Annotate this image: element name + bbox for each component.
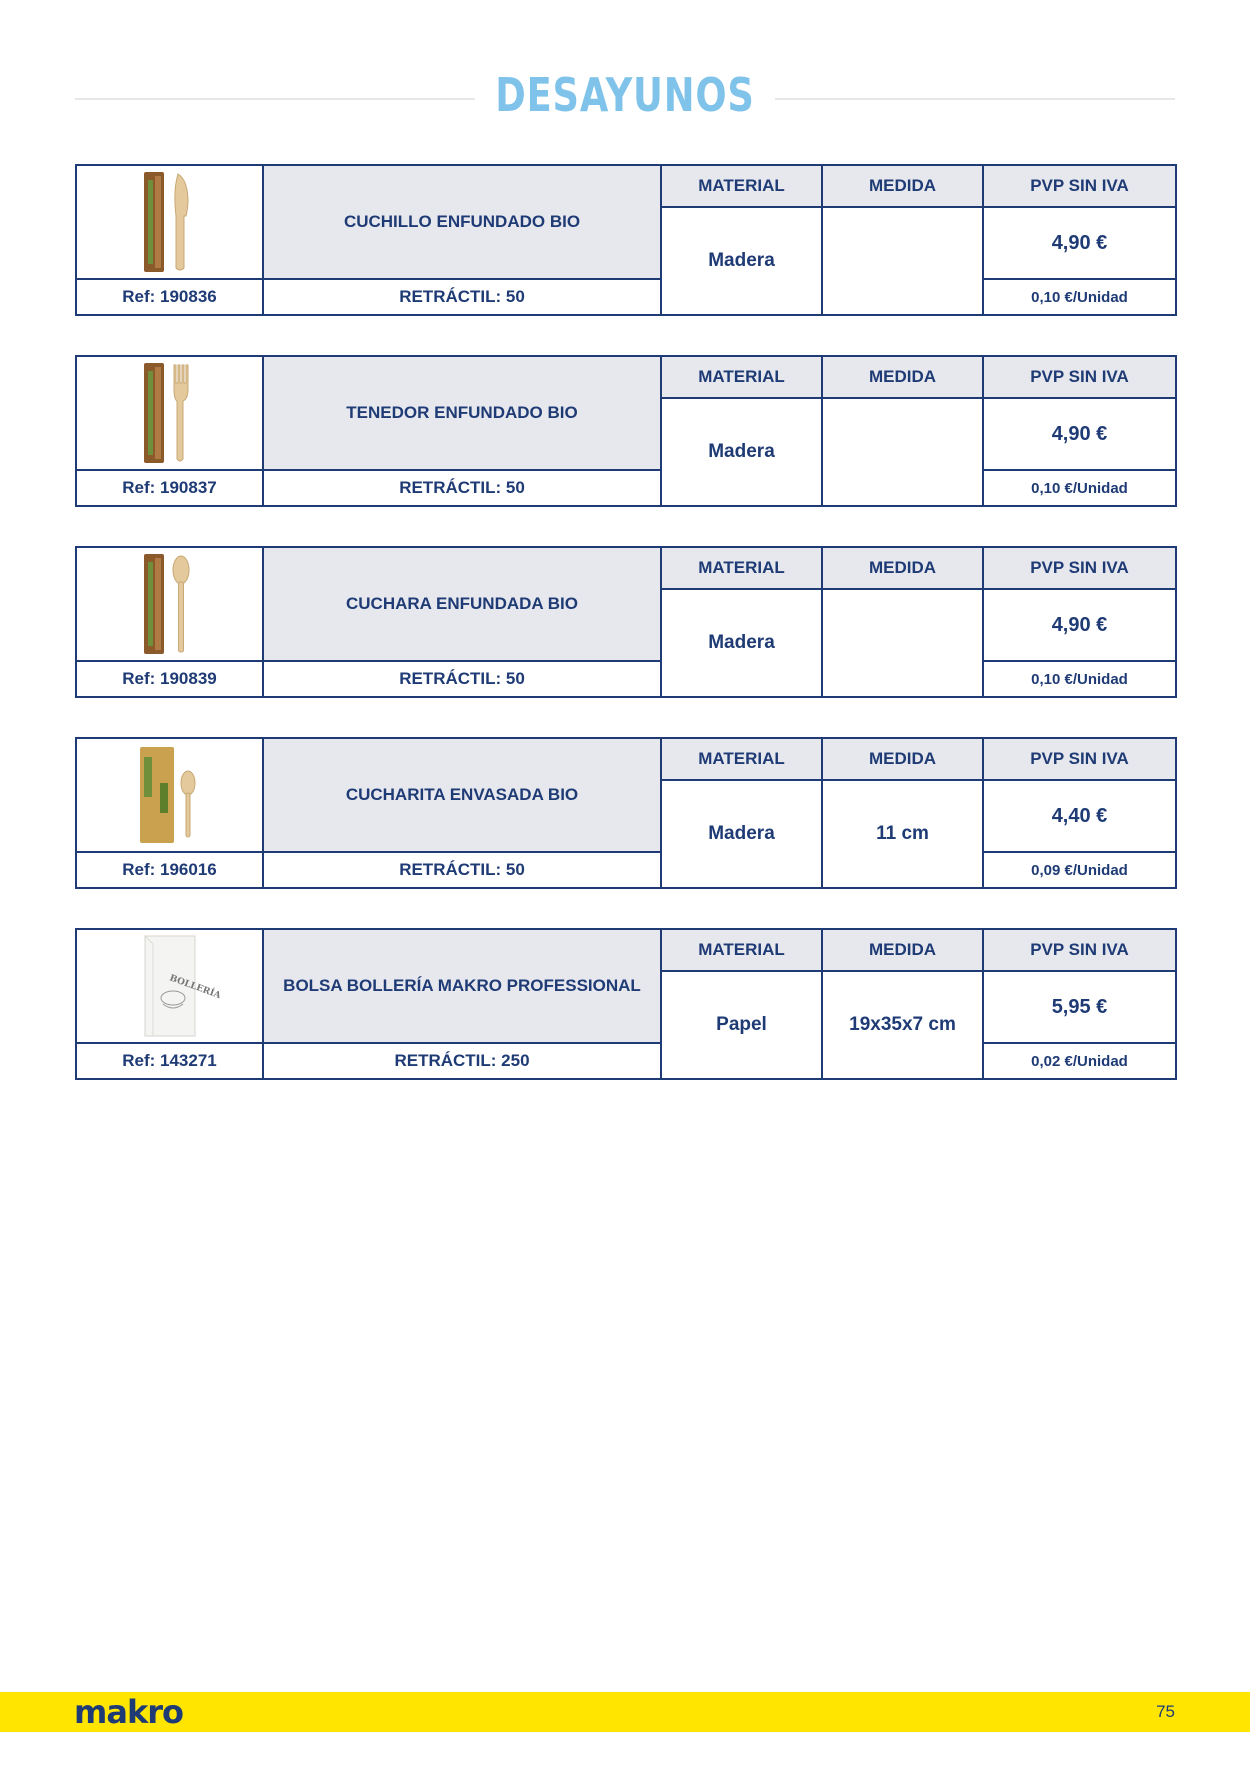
product-table	[75, 928, 1177, 1080]
medida-value	[822, 207, 983, 315]
product-ref: Ref: 143271	[76, 1043, 263, 1079]
product-image-cell	[76, 356, 263, 470]
material-header: MATERIAL	[661, 929, 822, 971]
product-table	[75, 737, 1177, 889]
product-name: CUCHARITA ENVASADA BIO	[263, 738, 661, 852]
page-number: 75	[1156, 1702, 1175, 1721]
wooden-fork-icon	[140, 361, 200, 465]
makro-logo: makro	[74, 1693, 183, 1731]
medida-header: MEDIDA	[822, 165, 983, 207]
product-name: BOLSA BOLLERÍA MAKRO PROFESSIONAL	[263, 929, 661, 1043]
price: 5,95 €	[983, 971, 1176, 1043]
medida-header: MEDIDA	[822, 547, 983, 589]
pack-size: RETRÁCTIL: 50	[263, 470, 661, 506]
product-image-cell	[76, 165, 263, 279]
wooden-knife-icon	[140, 170, 200, 274]
material-value: Madera	[661, 207, 822, 315]
page-title: DESAYUNOS	[495, 68, 755, 122]
pack-size: RETRÁCTIL: 250	[263, 1043, 661, 1079]
unit-price: 0,02 €/Unidad	[983, 1043, 1176, 1079]
medida-value	[822, 589, 983, 697]
footer-bar	[0, 1692, 1250, 1732]
material-value: Madera	[661, 780, 822, 888]
unit-price: 0,10 €/Unidad	[983, 470, 1176, 506]
pvp-header: PVP SIN IVA	[983, 929, 1176, 971]
product-ref: Ref: 190836	[76, 279, 263, 315]
product-table	[75, 355, 1177, 507]
material-value: Madera	[661, 398, 822, 506]
pvp-header: PVP SIN IVA	[983, 356, 1176, 398]
product-ref: Ref: 196016	[76, 852, 263, 888]
product-image-cell	[76, 547, 263, 661]
wooden-teaspoon-icon	[138, 743, 202, 847]
material-value: Papel	[661, 971, 822, 1079]
product-image-cell	[76, 929, 263, 1043]
material-header: MATERIAL	[661, 356, 822, 398]
medida-header: MEDIDA	[822, 356, 983, 398]
material-header: MATERIAL	[661, 165, 822, 207]
pack-size: RETRÁCTIL: 50	[263, 661, 661, 697]
product-name: TENEDOR ENFUNDADO BIO	[263, 356, 661, 470]
product-table	[75, 164, 1177, 316]
product-name: CUCHARA ENFUNDADA BIO	[263, 547, 661, 661]
medida-header: MEDIDA	[822, 929, 983, 971]
medida-value: 19x35x7 cm	[822, 971, 983, 1079]
material-header: MATERIAL	[661, 738, 822, 780]
unit-price: 0,10 €/Unidad	[983, 661, 1176, 697]
pvp-header: PVP SIN IVA	[983, 547, 1176, 589]
material-header: MATERIAL	[661, 547, 822, 589]
material-value: Madera	[661, 589, 822, 697]
unit-price: 0,09 €/Unidad	[983, 852, 1176, 888]
header-divider-right	[775, 98, 1175, 100]
product-table	[75, 546, 1177, 698]
svg-text:BOLLERÍA: BOLLERÍA	[167, 973, 222, 1002]
wooden-spoon-icon	[140, 552, 200, 656]
pack-size: RETRÁCTIL: 50	[263, 852, 661, 888]
price: 4,90 €	[983, 207, 1176, 279]
price: 4,40 €	[983, 780, 1176, 852]
product-ref: Ref: 190837	[76, 470, 263, 506]
product-ref: Ref: 190839	[76, 661, 263, 697]
medida-value	[822, 398, 983, 506]
product-image-cell	[76, 738, 263, 852]
price: 4,90 €	[983, 398, 1176, 470]
page-header	[0, 60, 1250, 140]
pvp-header: PVP SIN IVA	[983, 165, 1176, 207]
unit-price: 0,10 €/Unidad	[983, 279, 1176, 315]
medida-value: 11 cm	[822, 780, 983, 888]
paper-bag-icon	[135, 934, 222, 1038]
product-name: CUCHILLO ENFUNDADO BIO	[263, 165, 661, 279]
pvp-header: PVP SIN IVA	[983, 738, 1176, 780]
pack-size: RETRÁCTIL: 50	[263, 279, 661, 315]
medida-header: MEDIDA	[822, 738, 983, 780]
price: 4,90 €	[983, 589, 1176, 661]
